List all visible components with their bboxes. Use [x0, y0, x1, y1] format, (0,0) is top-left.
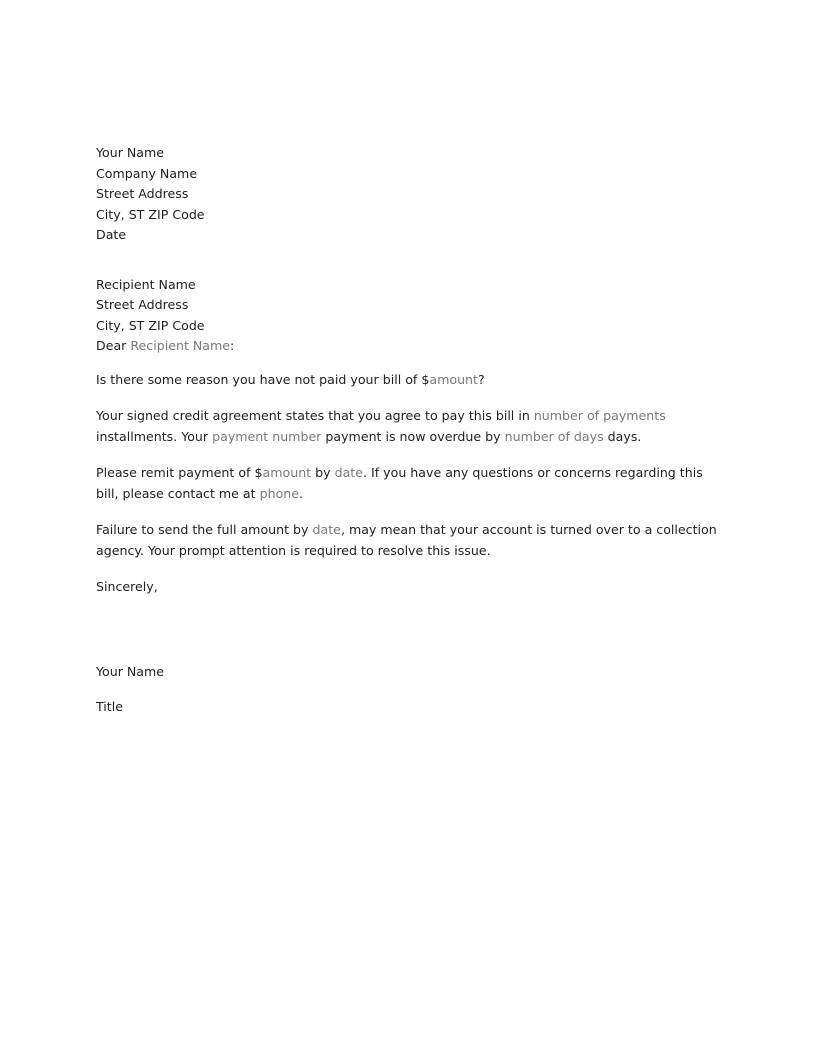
sender-company: Company Name — [96, 165, 198, 181]
amount-placeholder: amount — [262, 465, 312, 480]
amount-placeholder: amount — [429, 371, 478, 387]
recipient-name: Recipient Name — [96, 276, 196, 292]
paragraph-2-text-a: Your signed credit agreement states that you agree to pay this bill in — [96, 408, 530, 423]
recipient-street: Street Address — [96, 297, 189, 312]
paragraph-2 — [96, 406, 726, 447]
paragraph-2-text-c: payment is now overdue by — [325, 428, 501, 444]
amount-symbol: $ — [254, 465, 263, 480]
phone-placeholder: phone — [259, 485, 300, 501]
paragraph-4 — [96, 520, 726, 561]
sender-block — [96, 143, 726, 246]
paragraph-3-text-d: . — [299, 485, 304, 501]
sender-name: Your Name — [96, 145, 165, 160]
salutation-suffix: : — [230, 338, 235, 353]
number-of-payments-placeholder: number of payments — [533, 408, 666, 423]
paragraph-3-text-a: Please remit payment of — [96, 465, 251, 480]
amount-symbol: $ — [421, 371, 430, 387]
paragraph-3-text-b: by — [315, 465, 331, 480]
paragraph-2-text-d: days. — [607, 428, 642, 444]
signature-name: Your Name — [96, 663, 165, 679]
letter-page — [96, 143, 726, 718]
number-of-days-placeholder: number of days — [504, 428, 604, 444]
letter-date: Date — [96, 227, 127, 242]
paragraph-1 — [96, 370, 726, 391]
date-placeholder: date — [334, 465, 363, 480]
salutation — [96, 336, 726, 357]
sender-street: Street Address — [96, 186, 189, 201]
date-placeholder: date — [312, 522, 341, 537]
paragraph-1-text-b: ? — [477, 371, 485, 387]
paragraph-4-text-b: , may mean that your account is turned over to a collection agency. Your prompt attention is required to resolve this issue. — [96, 522, 717, 558]
paragraph-2-text-b: installments. Your — [96, 428, 209, 444]
paragraph-4-text-a: Failure to send the full amount by — [96, 522, 309, 537]
paragraph-3 — [96, 463, 726, 504]
recipient-block — [96, 275, 726, 357]
sender-city-line: City, ST ZIP Code — [96, 206, 205, 222]
spacer — [96, 246, 726, 275]
salutation-prefix: Dear — [96, 338, 127, 353]
salutation-name-placeholder: Recipient Name — [130, 338, 231, 353]
payment-number-placeholder: payment number — [212, 428, 322, 444]
paragraph-3-text-c: . If you have any questions or concerns regarding this bill, please contact me at — [96, 465, 703, 501]
closing: Sincerely, — [96, 579, 158, 594]
recipient-city-line: City, ST ZIP Code — [96, 317, 205, 333]
paragraph-1-text-a: Is there some reason you have not paid your bill of — [96, 371, 418, 387]
signature-title: Title — [96, 699, 123, 714]
